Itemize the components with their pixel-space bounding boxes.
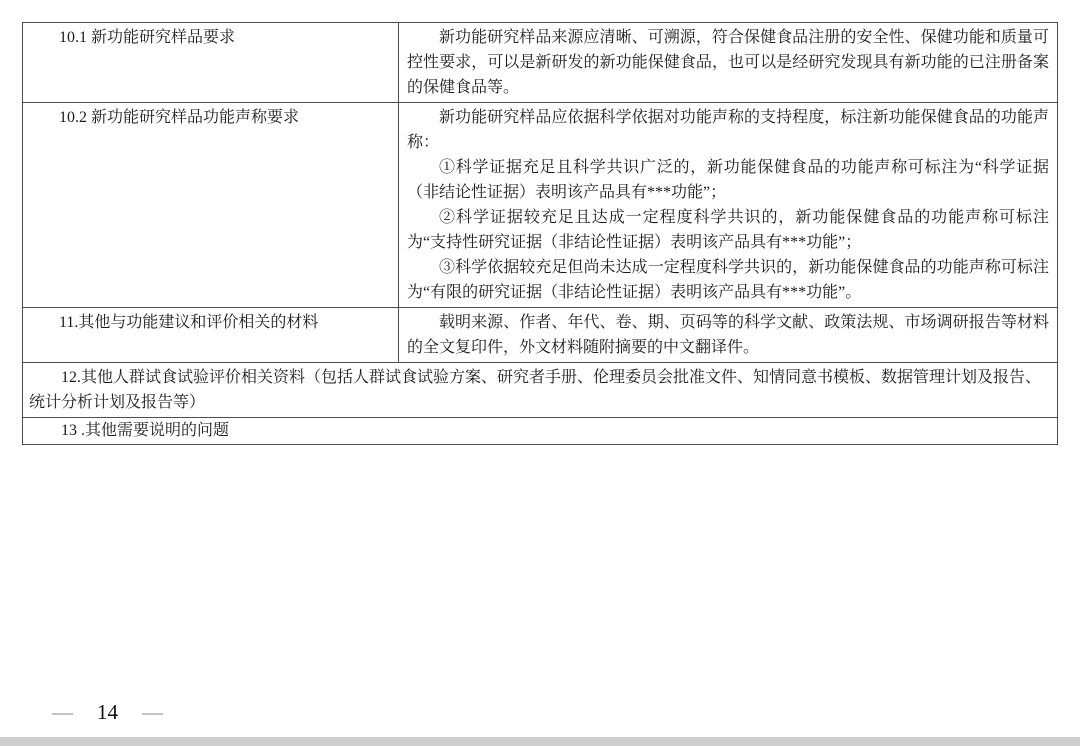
- row-10-1-label-cell: [23, 23, 399, 102]
- page-number: 14: [97, 700, 118, 724]
- footer-right-dash: —: [142, 700, 163, 724]
- row-10-2-paragraph-item1: ①科学证据充足且科学共识广泛的，新功能保健食品的功能声称可标注为“科学证据（非结论性证据）表明该产品具有***功能”；: [407, 159, 1049, 201]
- row-10-2-paragraph-item2: ②科学证据较充足且达成一定程度科学共识的，新功能保健食品的功能声称可标注为“支持性研究证据（非结论性证据）表明该产品具有***功能”；: [407, 209, 1049, 251]
- row-10-2-paragraph-intro: 新功能研究样品应依据科学依据对功能声称的支持程度，标注新功能保健食品的功能声称：: [407, 109, 1049, 151]
- row-10-2-paragraph-item3: ③科学依据较充足但尚未达成一定程度科学共识的，新功能保健食品的功能声称可标注为“有限的研究证据（非结论性证据）表明该产品具有***功能”。: [407, 259, 1049, 301]
- row-11-label-cell: [23, 308, 399, 362]
- table-row-12: [23, 362, 1057, 417]
- footer-left-dash: —: [52, 700, 73, 724]
- row-10-2-content-cell: [399, 103, 1057, 307]
- row-11-label: 11.其他与功能建议和评价相关的材料: [59, 314, 319, 331]
- row-10-1-label: 10.1 新功能研究样品要求: [59, 29, 236, 46]
- row-12-content-cell: [23, 363, 1057, 417]
- row-10-1-paragraph: 新功能研究样品来源应清晰、可溯源，符合保健食品注册的安全性、保健功能和质量可控性要求，可以是新研发的新功能保健食品，也可以是经研究发现具有新功能的已注册备案的保健食品等。: [407, 29, 1049, 96]
- table-row-10-2: [23, 102, 1057, 307]
- table-row-10-1: [23, 23, 1057, 102]
- row-11-paragraph: 载明来源、作者、年代、卷、期、页码等的科学文献、政策法规、市场调研报告等材料的全文复印件，外文材料随附摘要的中文翻译件。: [407, 314, 1049, 356]
- row-10-2-label: 10.2 新功能研究样品功能声称要求: [59, 109, 300, 126]
- row-13-content-cell: [23, 418, 1057, 444]
- row-10-2-label-cell: [23, 103, 399, 307]
- table-row-13: [23, 417, 1057, 444]
- row-10-1-content-cell: [399, 23, 1057, 102]
- page-footer: [52, 701, 163, 723]
- page-bottom-edge: [0, 737, 1080, 746]
- table-row-11: [23, 307, 1057, 362]
- document-table: [22, 22, 1058, 445]
- row-12-paragraph: 12.其他人群试食试验评价相关资料（包括人群试食试验方案、研究者手册、伦理委员会批准文件、知情同意书模板、数据管理计划及报告、统计分析计划及报告等）: [29, 369, 1042, 411]
- row-11-content-cell: [399, 308, 1057, 362]
- row-13-paragraph: 13 .其他需要说明的问题: [61, 422, 230, 439]
